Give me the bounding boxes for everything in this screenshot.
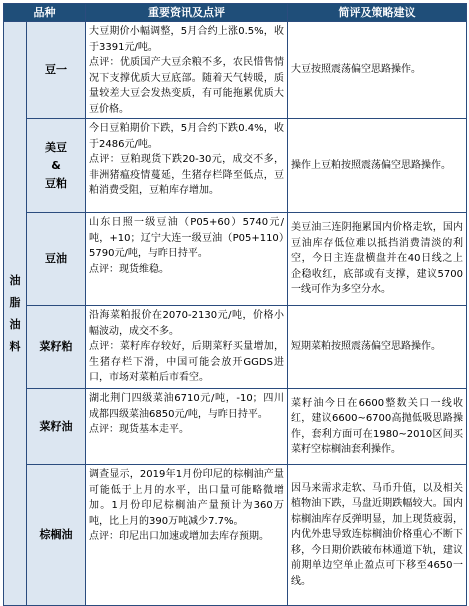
- header-row: [4, 4, 467, 22]
- product-name-line: 美豆: [45, 140, 67, 154]
- commodity-report-table: [3, 3, 467, 606]
- table-row: [4, 389, 467, 465]
- product-name: [27, 389, 86, 465]
- news-cell: [86, 389, 288, 465]
- product-name: [27, 22, 86, 119]
- sector-char: 油: [9, 273, 21, 287]
- header-news: 重要资讯及点评: [86, 4, 288, 22]
- product-name-line: 棕榈油: [39, 528, 73, 541]
- news-comment: 点评：豆粕现货下跌20-30元，成交不多，非洲猪瘟疫情蔓延，生猪存栏降至低点，豆粕消费受阻，豆粕库存增加。: [89, 154, 284, 196]
- news-text: 湖北荆门四级菜油6710元/吨，-10；四川成都四级菜油6850元/吨，与昨日持平。: [89, 393, 284, 420]
- news-text: 调查显示，2019年1月份印尼的棕榈油产量可能低于上月的水平，出口量可能略微增加。1月份印尼棕榈油产量预计为360万吨，比上月的390万吨减少7.7%。: [89, 469, 284, 527]
- news-cell: [86, 306, 288, 389]
- strategy-cell: [288, 465, 467, 606]
- product-name-line: 菜籽油: [39, 419, 73, 433]
- news-text: 大豆期价小幅调整，5月合约上涨0.5%，收于3391元/吨。: [89, 26, 284, 53]
- sector-label: [4, 22, 27, 606]
- news-comment: 点评：现货基本走平。: [89, 424, 189, 435]
- strategy-cell: [288, 22, 467, 119]
- news-text: 沿海菜粕报价在2070-2130元/吨，价格小幅波动，成交不多。: [89, 310, 284, 337]
- strategy-text: 大豆按照震荡偏空思路操作。: [291, 64, 421, 76]
- product-name: [27, 119, 86, 213]
- table-row: [4, 306, 467, 389]
- product-name-line: 菜籽粕: [39, 340, 73, 353]
- strategy-cell: [288, 119, 467, 213]
- strategy-text: 美豆油三连阴拖累国内价格走软，国内豆油库存低位难以抵挡消费清淡的利空，今日主连盘横盘并在40日线之上企稳收红，底部或有支撑，建议5700一线可作为多空分水。: [291, 222, 463, 296]
- table-row: [4, 119, 467, 213]
- table-row: [4, 465, 467, 606]
- product-name: [27, 213, 86, 306]
- product-name-line: 豆一: [45, 63, 67, 76]
- news-cell: [86, 119, 288, 213]
- news-cell: [86, 465, 288, 606]
- table-row: [4, 213, 467, 306]
- strategy-cell: [288, 306, 467, 389]
- product-name-line: 豆粕: [45, 176, 67, 190]
- news-cell: [86, 213, 288, 306]
- product-name-line: 豆油: [45, 252, 67, 265]
- news-comment: 点评：印尼出口加速或增加去库存预期。: [89, 531, 269, 542]
- strategy-text: 短期菜粕按照震荡偏空思路操作。: [291, 341, 441, 353]
- product-name: [27, 306, 86, 389]
- strategy-text: 因马来需求走软、马币升值，以及相关植物油下跌，马盘近期跌幅较大。国内棕榈油库存反弹明显，加上现货疲弱，内优外患导致连棕榈油价格重心不断下移，今日期价跌破布林通道下轨，建议前期单边空单止盈点可下移至4650一线。: [291, 482, 463, 587]
- table-row: [4, 22, 467, 119]
- strategy-cell: [288, 389, 467, 465]
- header-product: 品种: [4, 4, 86, 22]
- strategy-text: 操作上豆粕按照震荡偏空思路操作。: [291, 159, 451, 171]
- sector-char: 料: [9, 339, 21, 353]
- news-text: 今日豆粕期价下跌，5月合约下跌0.4%，收于2486元/吨。: [89, 123, 284, 150]
- sector-char: 脂: [9, 295, 21, 309]
- strategy-text: 菜籽油今日在6600整数关口一线收红，建议6600~6700高抛低吸思路操作，套利方面可在1980~2010区间买菜籽空棕榈油套利操作。: [291, 397, 463, 455]
- news-comment: 点评：现货维稳。: [89, 263, 169, 275]
- product-name: [27, 465, 86, 606]
- news-cell: [86, 22, 288, 119]
- strategy-cell: [288, 213, 467, 306]
- news-comment: 点评：优质国产大豆余粮不多，农民惜售情况下支撑优质大豆底部。随着天气转暖，质量较差大豆会发热变质，有可能拖累优质大豆价格。: [89, 57, 284, 115]
- news-comment: 点评：菜籽库存较好，后期菜籽买量增加，生猪存栏下滑，中国可能会放开GGDS进口，市场对菜粕后市看空。: [89, 341, 284, 383]
- header-strategy: 简评及策略建议: [288, 4, 467, 22]
- product-name-line: &: [51, 158, 61, 172]
- sector-char: 油: [9, 317, 21, 331]
- news-text: 山东日照一级豆油（P05+60）5740元/吨，+10；辽宁大连一级豆油（P05+110）5790元/吨，与昨日持平。: [89, 217, 284, 259]
